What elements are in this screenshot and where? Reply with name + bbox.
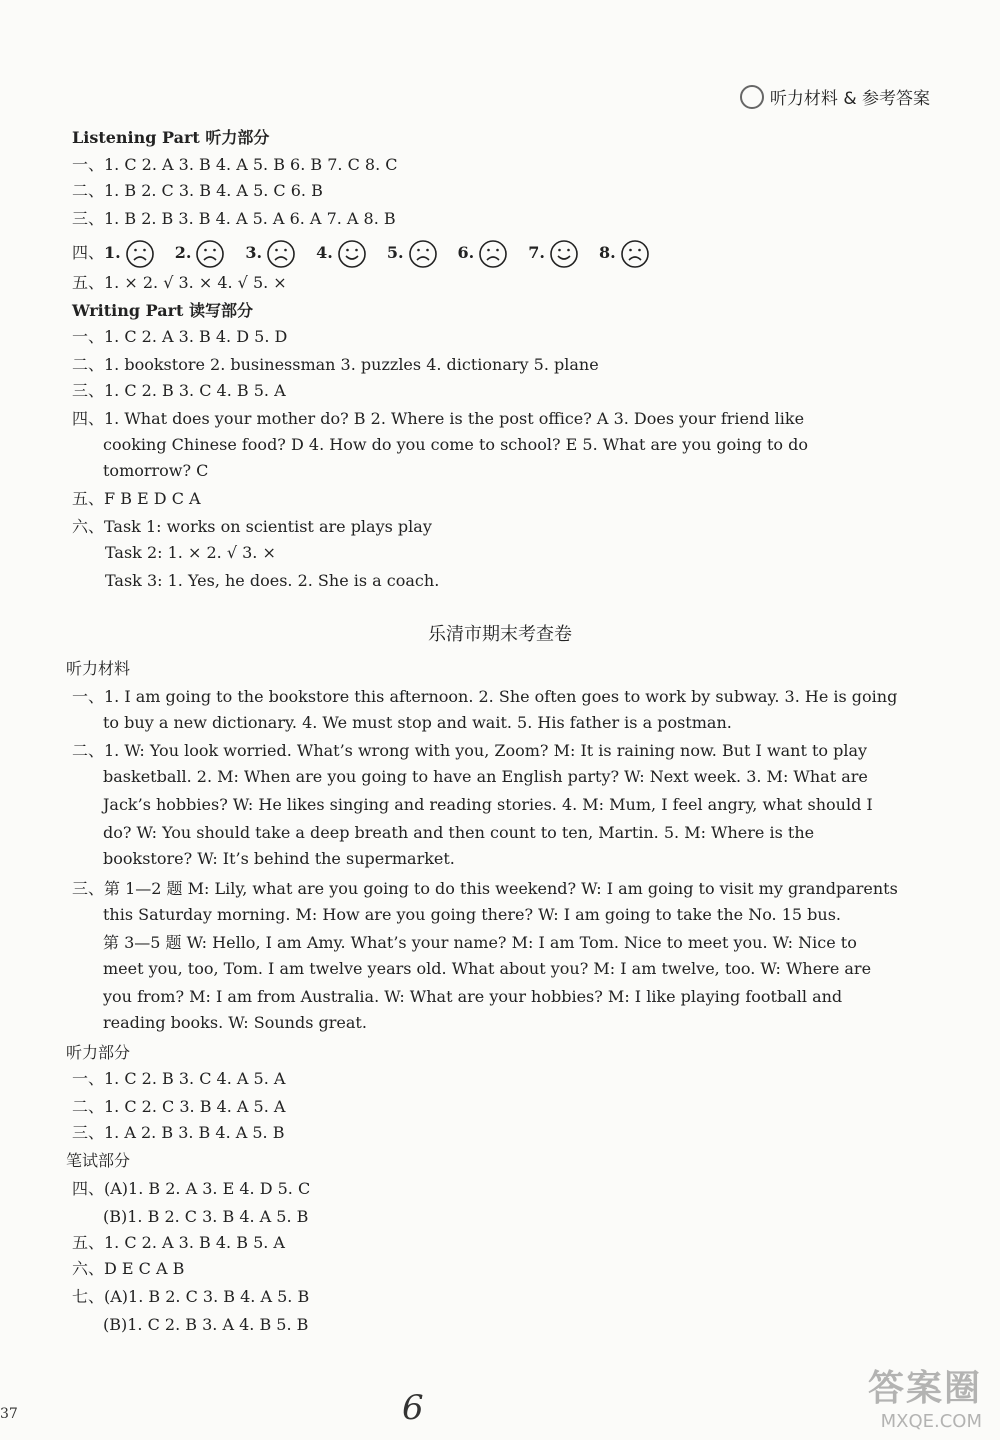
material-3d: meet you, too, Tom. I am twelve years old. What about you? M: I am twelve, too. W: Where are <box>103 959 872 978</box>
face-number: 1. <box>104 243 121 262</box>
listening-material-title: 听力材料 <box>66 659 131 678</box>
answers-listening-1: 一、1. C 2. B 3. C 4. A 5. A <box>72 1069 286 1088</box>
material-2d: do? W: You should take a deep breath and then count to ten, Martin. 5. M: Where is the <box>103 823 815 842</box>
answers-written-4b: (B)1. B 2. C 3. B 4. A 5. B <box>103 1207 309 1226</box>
faces-list <box>104 243 664 262</box>
answers-written-4a: 四、(A)1. B 2. A 3. E 4. D 5. C <box>72 1179 311 1198</box>
sad-face-icon <box>266 239 296 269</box>
material-3f: reading books. W: Sounds great. <box>103 1013 367 1032</box>
face-number: 7. <box>528 243 545 262</box>
page-number: 37 <box>0 1406 18 1422</box>
row-label: 四、 <box>72 243 105 262</box>
handwritten-number: 6 <box>402 1388 424 1428</box>
listening-row-1: 一、1. C 2. A 3. B 4. A 5. B 6. B 7. C 8. C <box>72 155 398 174</box>
material-2c: Jack’s hobbies? W: He likes singing and reading stories. 4. M: Mum, I feel angry, what should I <box>103 795 873 814</box>
sad-face-icon <box>478 239 508 269</box>
happy-face-icon <box>549 239 579 269</box>
listening-row-3: 三、1. B 2. B 3. B 4. A 5. A 6. A 7. A 8. B <box>72 209 396 228</box>
header-decoration-icon <box>740 85 764 109</box>
writing-row-6-task3: Task 3: 1. Yes, he does. 2. She is a coach. <box>105 571 440 590</box>
writing-row-2: 二、1. bookstore 2. businessman 3. puzzles 4. dictionary 5. plane <box>72 355 599 374</box>
writing-row-1: 一、1. C 2. A 3. B 4. D 5. D <box>72 327 288 346</box>
writing-row-3: 三、1. C 2. B 3. C 4. B 5. A <box>72 381 286 400</box>
answers-written-5: 五、1. C 2. A 3. B 4. B 5. A <box>72 1233 285 1252</box>
material-1b: to buy a new dictionary. 4. We must stop and wait. 5. His father is a postman. <box>103 713 732 732</box>
writing-row-4c: tomorrow? C <box>103 461 209 480</box>
writing-row-4a: 四、1. What does your mother do? B 2. Where is the post office? A 3. Does your friend like <box>72 409 805 428</box>
face-number: 5. <box>386 243 404 262</box>
material-2b: basketball. 2. M: When are you going to have an English party? W: Next week. 3. M: What are <box>103 767 868 786</box>
face-number: 2. <box>174 243 192 262</box>
written-answers-title: 笔试部分 <box>66 1151 131 1170</box>
watermark <box>868 1360 982 1432</box>
sad-face-icon <box>620 239 650 269</box>
face-number: 8. <box>598 243 616 262</box>
material-3c: 第 3—5 题 W: Hello, I am Amy. What’s your name? M: I am Tom. Nice to meet you. W: Nice to <box>103 933 857 952</box>
page-header <box>740 84 930 109</box>
material-3b: this Saturday morning. M: How are you going there? W: I am going to take the No. 15 bus. <box>103 905 841 924</box>
face-number: 6. <box>457 243 475 262</box>
listening-row-5: 五、1. × 2. √ 3. × 4. √ 5. × <box>72 273 287 292</box>
face-number: 4. <box>316 243 333 262</box>
writing-row-6-task2: Task 2: 1. × 2. √ 3. × <box>105 543 276 562</box>
exam-title: 乐清市期末考查卷 <box>428 624 572 645</box>
material-1a: 一、1. I am going to the bookstore this afternoon. 2. She often goes to work by subway. 3. He is going <box>72 687 898 706</box>
listening-row-2: 二、1. B 2. C 3. B 4. A 5. C 6. B <box>72 181 323 200</box>
header-title: 听力材料 & 参考答案 <box>769 89 930 109</box>
answers-written-7b: (B)1. C 2. B 3. A 4. B 5. B <box>103 1315 309 1334</box>
material-3a: 三、第 1—2 题 M: Lily, what are you going to do this weekend? W: I am going to visit my grandparents <box>72 879 898 898</box>
watermark-logo-text: 答案圈 <box>867 1368 982 1409</box>
writing-part-title: Writing Part 读写部分 <box>72 301 253 320</box>
material-2a: 二、1. W: You look worried. What’s wrong with you, Zoom? M: It is raining now. But I want to play <box>72 741 868 760</box>
sad-face-icon <box>125 239 155 269</box>
answers-written-7a: 七、(A)1. B 2. C 3. B 4. A 5. B <box>72 1287 310 1306</box>
writing-row-4b: cooking Chinese food? D 4. How do you come to school? E 5. What are you going to do <box>103 435 808 454</box>
sad-face-icon <box>195 239 225 269</box>
listening-part-title: Listening Part 听力部分 <box>72 128 270 147</box>
material-3e: you from? M: I am from Australia. W: What are your hobbies? M: I like playing football and <box>103 987 843 1006</box>
answers-listening-3: 三、1. A 2. B 3. B 4. A 5. B <box>72 1123 285 1142</box>
sad-face-icon <box>408 239 438 269</box>
writing-row-6: 六、Task 1: works on scientist are plays play <box>72 517 432 536</box>
watermark-url: MXQE.COM <box>880 1411 982 1432</box>
answers-written-6: 六、D E C A B <box>72 1259 185 1278</box>
face-number: 3. <box>245 243 263 262</box>
writing-row-5: 五、F B E D C A <box>72 489 201 508</box>
listening-row-4-faces <box>72 236 664 270</box>
answers-listening-2: 二、1. C 2. C 3. B 4. A 5. A <box>72 1097 286 1116</box>
listening-answers-title: 听力部分 <box>66 1043 131 1062</box>
material-2e: bookstore? W: It’s behind the supermarket. <box>103 849 455 868</box>
happy-face-icon <box>337 239 367 269</box>
